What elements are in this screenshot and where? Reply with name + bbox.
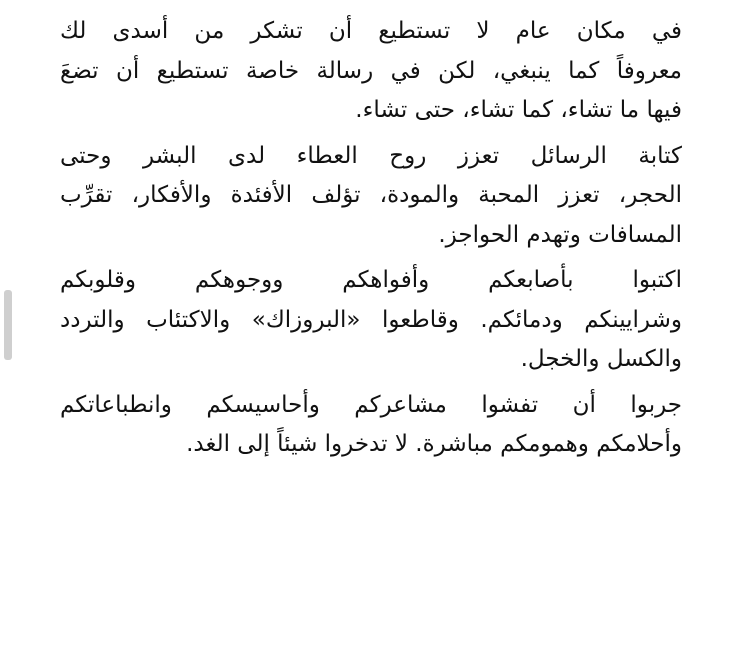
text-line: معروفاً كما ينبغي، لكن في رسالة خاصة تستطيع أن تضعَ: [60, 57, 682, 84]
text-line: جربوا أن تفشوا مشاعركم وأحاسيسكم وانطباعاتكم: [60, 391, 682, 418]
scroll-indicator[interactable]: [4, 290, 12, 360]
text-line: الحجر، تعزز المحبة والمودة، تؤلف الأفئدة والأفكار، تقرِّب: [60, 182, 682, 208]
text-line: والكسل والخجل.: [520, 346, 682, 372]
paragraph-3: [60, 261, 682, 380]
paragraph-2: [60, 137, 682, 256]
paragraph-1: [60, 12, 682, 131]
document-text: [60, 12, 682, 471]
text-line: المسافات وتهدم الحواجز.: [438, 221, 682, 248]
text-line: كتابة الرسائل تعزز روح العطاء لدى البشر وحتى: [60, 142, 682, 169]
text-line: اكتبوا بأصابعكم وأفواهكم ووجوهكم وقلوبكم: [60, 267, 682, 293]
text-line: في مكان عام لا تستطيع أن تشكر من أسدى لك: [60, 18, 682, 44]
paragraph-4: [60, 386, 682, 465]
text-line: وأحلامكم وهمومكم مباشرة. لا تدخروا شيئاً إلى الغد.: [186, 431, 682, 457]
text-line: وشرايينكم ودمائكم. وقاطعوا «البروزاك» والاكتئاب والتردد: [60, 306, 682, 333]
text-line: فيها ما تشاء، كما تشاء، حتى تشاء.: [355, 97, 682, 123]
